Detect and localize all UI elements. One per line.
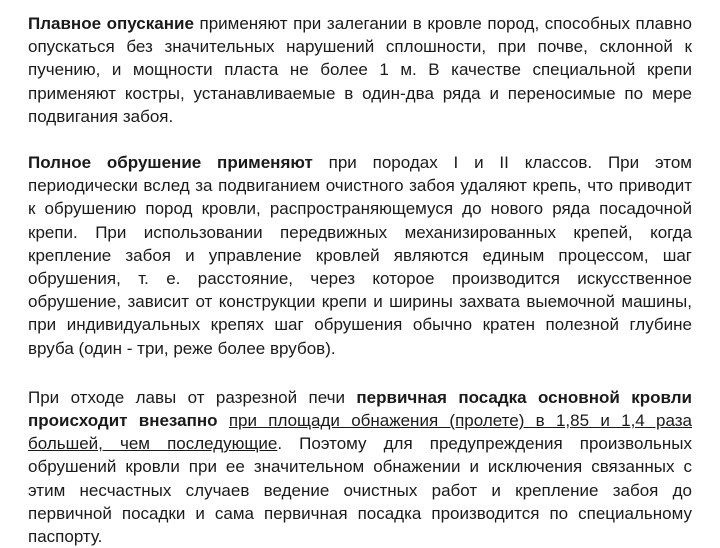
space [218, 411, 229, 430]
paragraph-text: применяют при залегании в кровле пород, способных плавно опускаться без значительных нарушений сплошности, при почве, склонной к пучению, и мощности пласта не более 1 м. В качестве специальной крепи применяют костры, устанавливаемые в один-два ряда и переносимые по мере подвигания забоя. [28, 14, 692, 126]
paragraph-intro: При отходе лавы от разрезной печи [28, 387, 357, 407]
paragraph-smooth-lowering [28, 12, 692, 128]
paragraph-text: . Поэтому для предупреждения произвольных обрушений кровли при ее значительном обнажении и исключения связанных с этим несчастных случаев ведение очистных работ и крепление забоя до первичной посадки и сама первичная посадка производится по специальному паспорту. [28, 434, 692, 547]
term-smooth-lowering: Плавное опускание [28, 14, 194, 33]
paragraph-full-caving [28, 151, 692, 360]
paragraph-primary-settling [28, 386, 692, 548]
paragraph-text: при породах I и II классов. При этом периодически вслед за подвиганием очистного забоя удаляют крепь, что приводит к обрушению пород кровли, распространяющемуся до нового ряда посадочной крепи. При использовании передвижных механизированных крепей, когда крепление забоя и управление кровлей являются единым процессом, шаг обрушения, т. е. расстояние, через которое производится искусственное обрушение, зависит от конструкции крепи и ширины захвата выемочной машины, при индивидуальных крепях шаг обрушения обычно кратен полезной глубине вруба (один - три, реже более врубов). [28, 153, 692, 358]
document-page [28, 12, 692, 548]
underlined-phrase: при площади обнажения (пролете) в 1,85 и 1,4 раза большей, чем последующие [28, 411, 692, 454]
term-primary-settling: первичная посадка основной кровли происходит внезапно [28, 387, 693, 431]
term-full-caving: Полное обрушение применяют [28, 153, 313, 173]
